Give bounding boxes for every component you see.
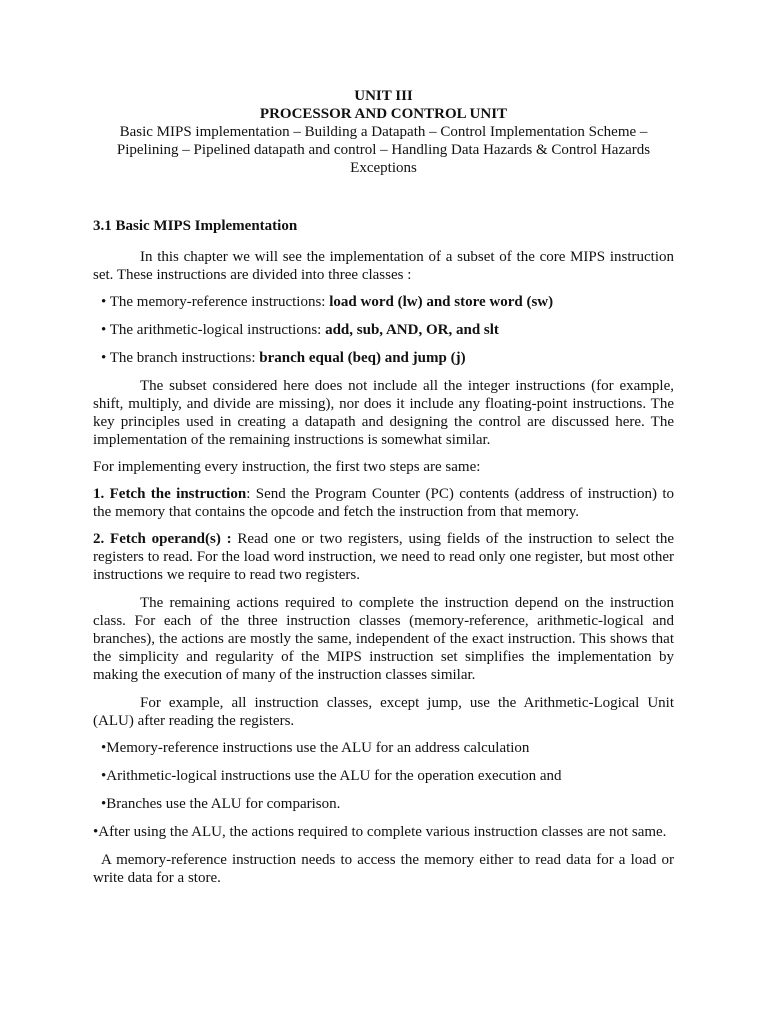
section-heading: 3.1 Basic MIPS Implementation [93,218,298,234]
class-item-instructions: load word (lw) and store word (sw) [329,294,554,310]
remaining-actions-paragraph: The remaining actions required to complete the instruction depend on the instruction class. For each of the three instruction classes (memory-reference, arithmetic-logical and branches), the actions are mostly the same, independent of the exact instruction. This shows that the simplicity and regularity of the MIPS instruction set simplifies the implementation by making the execution of many of the instruction classes similar. [93,595,674,683]
alu-use-item: •Arithmetic-logical instructions use the ALU for the operation execution and [101,768,562,784]
topics-line-3: Exceptions [350,160,417,176]
step-label: 1. Fetch the instruction [93,486,247,502]
class-item-branch [101,349,674,367]
unit-title: PROCESSOR AND CONTROL UNIT [259,106,508,122]
step-text: Read one or two registers, using fields of the instruction to select the registers to read. For the load word instruction, we need to read only one register, but most other instructions we require to read two registers. [93,531,674,583]
steps-intro: For implementing every instruction, the first two steps are same: [93,459,481,475]
topics-line-1: Basic MIPS implementation – Building a Datapath – Control Implementation Scheme – [119,124,648,140]
step-fetch-operands [93,530,674,584]
class-item-instructions: add, sub, AND, OR, and slt [325,322,499,338]
class-item-prefix: • The branch instructions: [101,350,260,366]
unit-number: UNIT III [354,88,413,104]
alu-use-item: •Memory-reference instructions use the ALU for an address calculation [101,740,530,756]
step-label: 2. Fetch operand(s) : [93,531,232,547]
subset-paragraph: The subset considered here does not include all the integer instructions (for example, shift, multiply, and divide are missing), nor does it include any floating-point instructions. The key principles used in creating a datapath and designing the control are discussed here. The implementation of the remaining instructions is somewhat similar. [93,378,674,448]
class-item-prefix: • The memory-reference instructions: [101,294,330,310]
step-text: : Send the Program Counter (PC) contents (address of instruction) to the memory that contains the opcode and fetch the instruction from that memory. [93,486,674,520]
alu-use-item: •Branches use the ALU for comparison. [101,796,341,812]
class-item-arithmetic [101,321,674,339]
example-paragraph: For example, all instruction classes, except jump, use the Arithmetic-Logical Unit (ALU) after reading the registers. [93,695,674,729]
intro-paragraph: In this chapter we will see the implementation of a subset of the core MIPS instruction set. These instructions are divided into three classes : [93,249,674,283]
step-fetch-instruction [93,485,674,521]
class-item-prefix: • The arithmetic-logical instructions: [101,322,326,338]
topics-line-2: Pipelining – Pipelined datapath and control – Handling Data Hazards & Control Hazards [116,142,651,158]
page-content [93,87,674,887]
memory-reference-paragraph: A memory-reference instruction needs to access the memory either to read data for a load or write data for a store. [93,852,674,886]
class-item-memory [101,293,674,311]
class-item-instructions: branch equal (beq) and jump (j) [259,350,466,366]
after-alu-paragraph: •After using the ALU, the actions required to complete various instruction classes are not same. [93,824,667,840]
